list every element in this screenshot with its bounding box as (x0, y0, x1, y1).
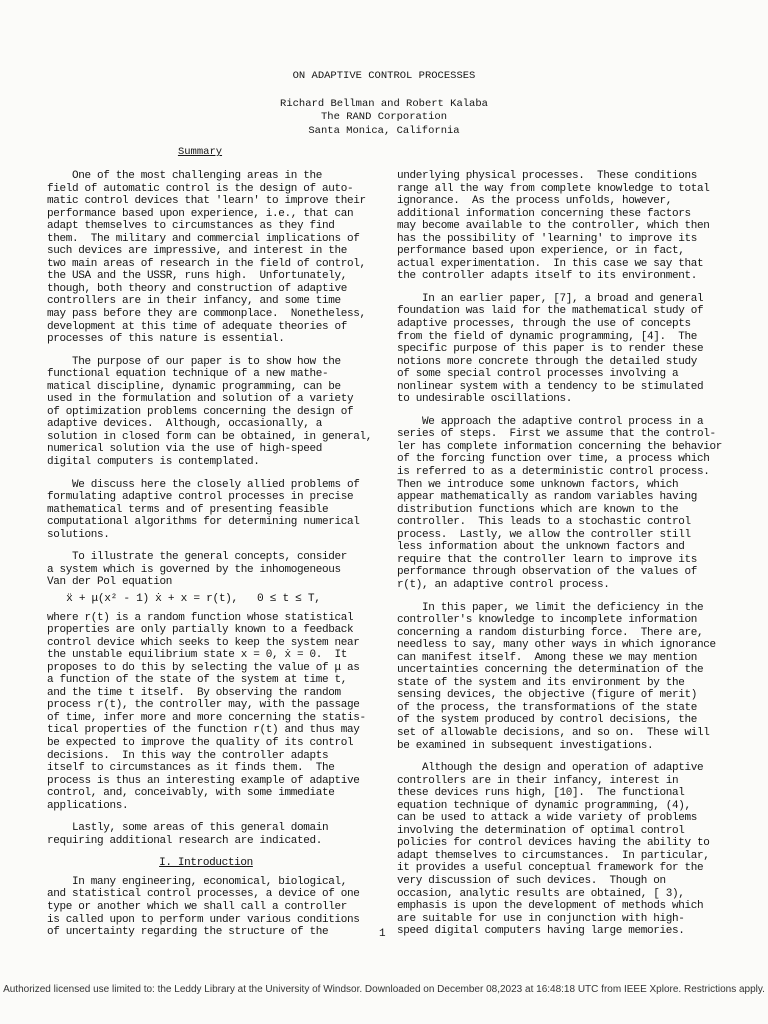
text-line: of optimization problems concerning the design of (47, 405, 354, 418)
text-line: One of the most challenging areas in the (47, 170, 323, 182)
paragraph (47, 612, 365, 813)
text-line: may become available to the controller, which then (397, 220, 710, 233)
text-line: solutions. (47, 528, 110, 541)
text-line: involving the determination of optimal control (397, 824, 685, 837)
text-line: type or another which we shall call a controller (47, 900, 348, 913)
text-line: of the process, the transformations of the state (397, 701, 698, 714)
text-line: decisions. In this way the controller adapts (47, 749, 329, 762)
text-line: proposes to do this by selecting the value of μ as (47, 661, 360, 674)
text-line: formulating adaptive control processes in precise (47, 491, 354, 504)
text-line: of the forcing function over time, a process which (397, 453, 710, 466)
text-line: two main areas of research in the field of control, (47, 257, 366, 270)
text-line: mathematical terms and of presenting feasible (47, 503, 329, 516)
text-line: field of automatic control is the design of auto- (47, 182, 354, 195)
summary-heading: Summary (177, 146, 223, 158)
text-line: policies for control devices having the ability to (397, 837, 710, 850)
text-line: concerning a random disturbing force. There are, (397, 626, 704, 639)
text-line: series of steps. First we assume that the control- (397, 428, 716, 441)
text-line: where r(t) is a random function whose statistical (47, 611, 354, 624)
text-line: underlying physical processes. These conditions (397, 170, 698, 182)
text-line: performance based upon experience, or in fact, (397, 245, 685, 258)
text-line: distribution functions which are known to the (397, 503, 679, 516)
paragraph (47, 551, 365, 589)
text-line: though, both theory and construction of adaptive (47, 282, 348, 295)
text-line: itself to circumstances as it finds them. The (47, 762, 335, 775)
text-line: is referred to as a deterministic control process. (397, 466, 710, 479)
text-line: can manifest itself. Among these we may mention (397, 651, 698, 664)
text-line: process. Lastly, we allow the controller still (397, 528, 691, 541)
text-line: process r(t), the controller may, with the passage (47, 699, 360, 712)
text-line: used in the formulation and solution of a variety (47, 393, 354, 406)
text-line: are suitable for use in conjunction with high- (397, 912, 685, 925)
text-line: a function of the state of the system at time t, (47, 674, 348, 687)
paragraph (47, 355, 373, 469)
text-line: controller's knowledge to incomplete information (397, 614, 698, 627)
text-line: adapt themselves to circumstances. In particular, (397, 849, 710, 862)
text-line: additional information concerning these factors (397, 207, 691, 220)
text-line: be expected to improve the quality of its control (47, 736, 354, 749)
text-line: numerical solution via the use of high-speed (47, 443, 323, 456)
text-line: sensing devices, the objective (figure of merit) (397, 689, 698, 702)
text-line: computational algorithms for determining numerical (47, 516, 360, 529)
text-line: notions more concrete through the detailed study (397, 355, 698, 368)
paper-title: ON ADAPTIVE CONTROL PROCESSES (292, 70, 476, 82)
paragraph (47, 479, 365, 542)
text-line: We discuss here the closely allied problems of (47, 478, 360, 491)
text-line: and statistical control processes, a device of one (47, 888, 360, 901)
text-line: controllers are in their infancy, and some time (47, 295, 341, 308)
text-line: processes of this nature is essential. (47, 333, 285, 346)
text-line: controller. This leads to a stochastic control (397, 516, 691, 529)
paragraph (397, 293, 715, 406)
text-line: We approach the adaptive control process in a (397, 415, 704, 428)
text-line: nonlinear system with a tendency to be stimulated (397, 380, 704, 393)
text-line: equation technique of dynamic programming, (4), (397, 799, 691, 812)
text-line: digital computers is contemplated. (47, 456, 260, 469)
text-line: controllers are in their infancy, interest in (397, 774, 679, 787)
text-line: The purpose of our paper is to show how the (47, 355, 341, 368)
introduction-heading: I. Introduction (159, 857, 253, 870)
text-line: adapt themselves to circumstances as they find (47, 220, 335, 233)
text-line: Although the design and operation of adaptive (397, 762, 704, 775)
text-line: functional equation technique of a new mathe- (47, 368, 329, 381)
text-line: state of the system and its environment by the (397, 676, 685, 689)
text-line: Van der Pol equation (47, 576, 173, 589)
text-line: the controller adapts itself to its environment. (397, 270, 698, 283)
text-line: of time, infer more and more concerning the statis- (47, 711, 366, 724)
text-line: control device which seeks to keep the system near (47, 636, 360, 649)
text-line: it provides a useful conceptual framework for the (397, 862, 704, 875)
text-line: performance based upon experience, i.e., that can (47, 207, 354, 220)
text-line: control, and, conceivably, with some immediate (47, 787, 335, 800)
text-line: and the time t itself. By observing the random (47, 686, 341, 699)
paragraph (47, 170, 365, 346)
text-line: a system which is governed by the inhomogeneous (47, 563, 341, 576)
text-line: these devices runs high, [10]. The functional (397, 787, 685, 800)
text-line: from the field of dynamic programming, [4]. The (397, 330, 698, 343)
text-line: requiring additional research are indicated. (47, 834, 323, 847)
text-line: to undesirable oscillations. (397, 393, 573, 406)
text-line: matic control devices that 'learn' to improve their (47, 195, 366, 208)
page-number: 1 (379, 928, 386, 940)
paragraph (47, 822, 365, 847)
text-line: be examined in subsequent investigations. (397, 739, 654, 752)
text-line: is called upon to perform under various conditions (47, 913, 360, 926)
text-line: In many engineering, economical, biological, (47, 875, 348, 888)
text-line: development at this time of adequate theories of (47, 320, 348, 333)
text-line: solution in closed form can be obtained, in general, (47, 430, 373, 443)
paragraph (397, 602, 715, 753)
text-line: can be used to attack a wide variety of problems (397, 812, 698, 825)
text-line: applications. (47, 799, 129, 812)
text-line: the USA and the USSR, runs high. Unfortunately, (47, 270, 348, 283)
text-line: of uncertainty regarding the structure of the (47, 926, 329, 939)
text-line: them. The military and commercial implications of (47, 232, 360, 245)
paper-header (0, 70, 768, 138)
text-line: foundation was laid for the mathematical study of (397, 305, 704, 318)
text-line: set of allowable decisions, and so on. These will (397, 726, 710, 739)
author-location: Santa Monica, California (308, 124, 460, 137)
text-line: very discussion of such devices. Though on (397, 874, 666, 887)
text-line: ler has complete information concerning the behavior (397, 440, 723, 453)
text-line: speed digital computers having large memories. (397, 925, 685, 938)
text-line: adaptive processes, through the use of concepts (397, 318, 691, 331)
text-line: tical properties of the function r(t) and thus may (47, 724, 360, 737)
right-column (397, 170, 723, 948)
text-line: matical discipline, dynamic programming, can be (47, 380, 341, 393)
text-line: range all the way from complete knowledge to total (397, 182, 710, 195)
text-line: the unstable equilibrium state x = 0, ẋ = 0. It (47, 649, 348, 662)
text-line: In an earlier paper, [7], a broad and general (397, 292, 704, 305)
text-line: occasion, analytic results are obtained, [ 3), (397, 887, 685, 900)
text-line: properties are only partially known to a feedback (47, 624, 354, 637)
text-line: uncertainties concerning the determination of the (397, 664, 704, 677)
text-line: of some special control processes involving a (397, 368, 679, 381)
text-line: specific purpose of this paper is to render these (397, 343, 704, 356)
text-line: needless to say, many other ways in which ignorance (397, 639, 716, 652)
left-column (47, 170, 373, 949)
paper-authors: Richard Bellman and Robert Kalaba (280, 97, 488, 110)
text-line: actual experimentation. In this case we say that (397, 257, 704, 270)
van-der-pol-equation: ẍ + μ(x² - 1) ẋ + x = r(t), 0 ≤ t ≤ T, (47, 592, 321, 605)
text-line: adaptive devices. Although, occasionally, a (47, 418, 323, 431)
text-line: require that the controller learn to improve its (397, 553, 698, 566)
text-line: has the possibility of 'learning' to improve its (397, 232, 698, 245)
author-organization: The RAND Corporation (320, 111, 448, 123)
text-line: such devices are impressive, and interest in the (47, 245, 348, 258)
text-line: of the system produced by control decisions, the (397, 714, 698, 727)
text-line: r(t), an adaptive control process. (397, 578, 610, 591)
text-line: less information about the unknown factors and (397, 541, 685, 554)
text-line: may pass before they are commonplace. Nonetheless, (47, 308, 366, 321)
paragraph (397, 170, 715, 283)
paragraph (397, 415, 723, 592)
text-line: appear mathematically as random variables having (397, 491, 698, 504)
paragraph (397, 762, 715, 938)
text-line: emphasis is upon the development of methods which (397, 900, 704, 913)
text-line: ignorance. As the process unfolds, however, (397, 195, 673, 208)
text-line: In this paper, we limit the deficiency in the (397, 601, 704, 614)
text-line: To illustrate the general concepts, consider (47, 551, 348, 564)
paragraph (47, 876, 365, 939)
text-line: process is thus an interesting example of adaptive (47, 774, 360, 787)
text-line: Lastly, some areas of this general domain (47, 822, 329, 835)
text-line: Then we introduce some unknown factors, which (397, 478, 679, 491)
license-footer: Authorized licensed use limited to: the Leddy Library at the University of Windsor. Downloaded on December 08,2023 at 16:48:18 UTC from IEEE Xplore. Restrictions apply. (3, 984, 765, 995)
text-line: performance through observation of the values of (397, 566, 698, 579)
